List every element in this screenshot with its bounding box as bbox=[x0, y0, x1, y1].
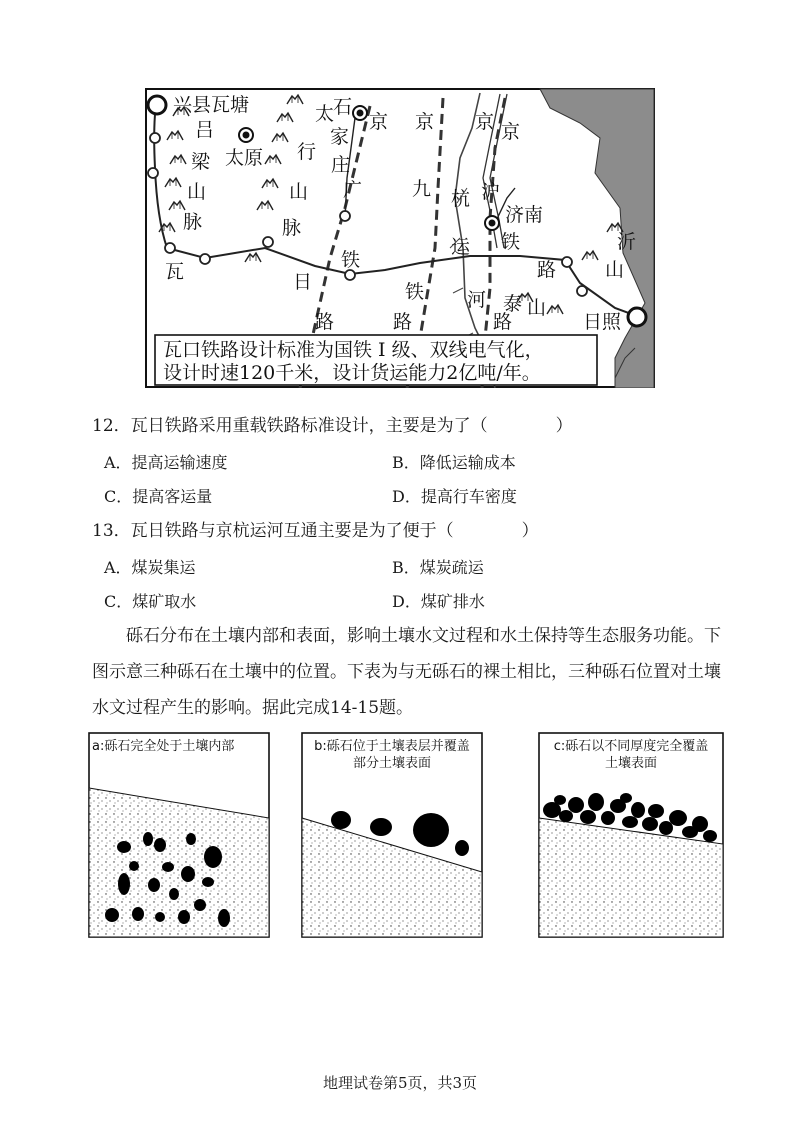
q12-option-a[interactable]: A．提高运输速度 bbox=[104, 453, 228, 472]
label-lv: 吕 bbox=[195, 119, 215, 141]
q13-option-c[interactable]: C．煤矿取水 bbox=[104, 592, 197, 611]
label-jing4: 京 bbox=[501, 121, 521, 143]
page-footer: 地理试卷第5页，共3页 bbox=[322, 1074, 478, 1092]
q13-option-b[interactable]: B．煤炭疏运 bbox=[392, 558, 484, 577]
label-jinan: 济南 bbox=[505, 204, 544, 226]
label-hu: 沪 bbox=[481, 181, 501, 203]
label-shan1: 山 bbox=[187, 181, 207, 203]
label-lu3: 路 bbox=[493, 311, 513, 333]
panel-b bbox=[301, 732, 483, 938]
q13-option-d[interactable]: D．煤矿排水 bbox=[392, 592, 485, 611]
label-hang: 行 bbox=[297, 141, 317, 163]
label-yun: 运 bbox=[451, 236, 471, 258]
label-jing2: 京 bbox=[415, 111, 435, 133]
caption-line-1: 瓦口铁路设计标准为国铁 I 级、双线电气化， bbox=[163, 339, 544, 361]
panel-c-title bbox=[542, 738, 720, 772]
label-he: 河 bbox=[467, 289, 487, 311]
label-guang: 广 bbox=[343, 179, 363, 201]
label-liang: 梁 bbox=[191, 151, 211, 173]
q12-option-c[interactable]: C．提高客运量 bbox=[104, 487, 213, 506]
label-shan4: 山 bbox=[605, 259, 625, 281]
rizhao-port bbox=[628, 308, 646, 326]
question-12-stem: 12．瓦日铁路采用重载铁路标准设计，主要是为了（ ） bbox=[92, 416, 573, 436]
panel-c-title-line-2: 土壤表面 bbox=[604, 756, 657, 771]
passage-text: 砾石分布在土壤内部和表面，影响土壤水文过程和水土保持等生态服务功能。下图示意三种砾石在土壤中的位置。下表为与无砾石的裸土相比，三种砾石位置对土壤水文过程产生的影响。据此完成14-15题。 bbox=[92, 626, 721, 718]
label-hang2: 杭 bbox=[451, 188, 471, 210]
label-ri: 日 bbox=[293, 271, 313, 293]
panel-c bbox=[538, 732, 720, 938]
label-shan3: 山 bbox=[527, 297, 547, 319]
panel-b-title-line-1: b:砾石位于土壤表层并覆盖 bbox=[314, 739, 470, 754]
caption-line-2: 设计时速120千米，设计货运能力2亿吨/年。 bbox=[163, 362, 541, 384]
label-tai: 太 bbox=[315, 103, 335, 125]
label-zhuang: 庄 bbox=[331, 154, 351, 176]
label-wa: 瓦 bbox=[165, 261, 185, 283]
panel-a-title: a:砾石完全处于土壤内部 bbox=[92, 739, 235, 754]
label-lu1: 路 bbox=[315, 311, 335, 333]
label-rizhao: 日照 bbox=[583, 311, 622, 333]
q12-option-d[interactable]: D．提高行车密度 bbox=[392, 487, 517, 506]
q12-option-b[interactable]: B．降低运输成本 bbox=[392, 453, 516, 472]
passage bbox=[92, 618, 732, 726]
panel-c-title-line-1: c:砾石以不同厚度完全覆盖 bbox=[553, 739, 709, 754]
label-xingxian: 兴县瓦塘 bbox=[173, 94, 250, 116]
label-jiu: 九 bbox=[412, 178, 432, 200]
label-shi: 石 bbox=[333, 96, 353, 118]
label-tie2: 铁 bbox=[341, 249, 361, 271]
panel-a bbox=[88, 732, 270, 938]
xingxian-station bbox=[148, 96, 166, 114]
label-tie1: 铁 bbox=[501, 231, 521, 253]
panel-b-title-line-2: 部分土壤表面 bbox=[352, 756, 431, 771]
q13-option-a[interactable]: A．煤炭集运 bbox=[104, 558, 196, 577]
label-tai2: 泰 bbox=[503, 293, 523, 315]
label-mai2: 脉 bbox=[282, 217, 302, 239]
label-shan2: 山 bbox=[289, 181, 309, 203]
label-jia: 家 bbox=[330, 126, 350, 148]
label-jing1: 京 bbox=[369, 111, 389, 133]
panel-b-title bbox=[305, 738, 479, 772]
label-lu4: 路 bbox=[537, 259, 557, 281]
label-mai1: 脉 bbox=[183, 211, 203, 233]
label-yi: 沂 bbox=[617, 231, 637, 253]
label-taiyuan: 太原 bbox=[225, 147, 264, 169]
label-lu2: 路 bbox=[393, 311, 413, 333]
label-jing3: 京 bbox=[475, 111, 495, 133]
railway-map bbox=[145, 88, 655, 388]
question-13-stem: 13．瓦日铁路与京杭运河互通主要是为了便于（ ） bbox=[92, 521, 539, 541]
label-tie3: 铁 bbox=[405, 281, 425, 303]
